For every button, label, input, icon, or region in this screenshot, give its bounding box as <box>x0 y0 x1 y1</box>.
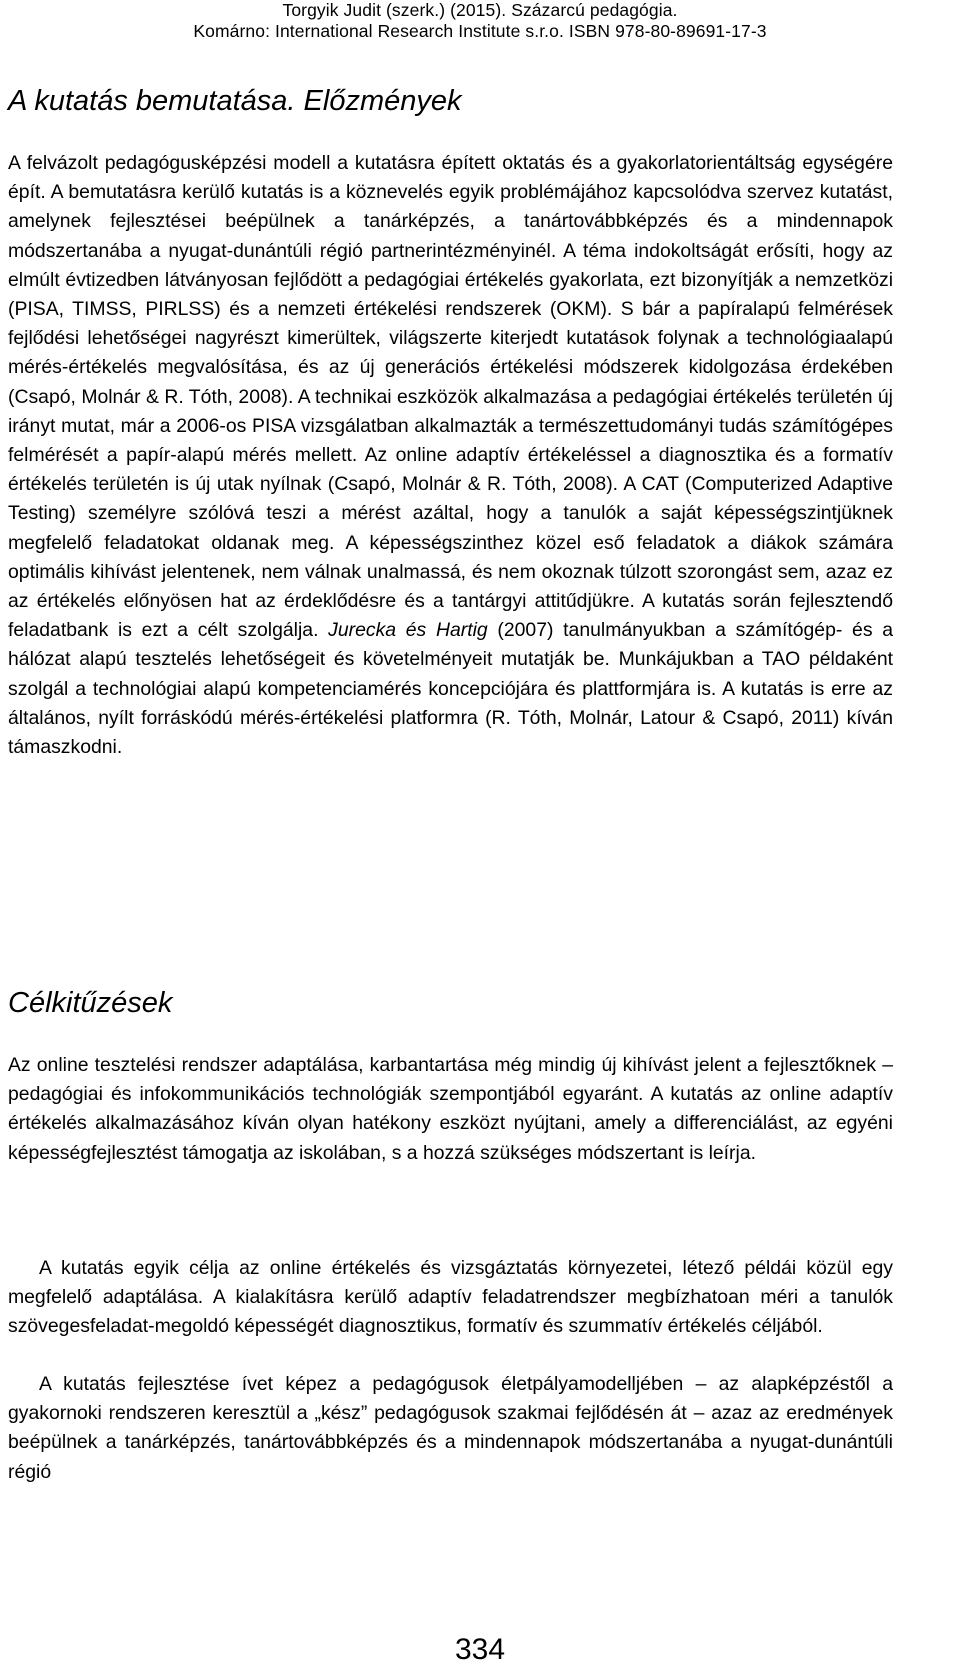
paragraph-celkituzesek-3: A kutatás fejlesztése ívet képez a pedagógusok életpályamodelljében – az alapképzéstől a gyakornoki rendszeren keresztül a „kész” pedagógusok szakmai fejlődésén át – azaz az eredmények beépülnek a tanárképzés, tanártovábbképzés és a mindennapok módszertanába a nyugat-dunántúli régió <box>8 1373 893 1483</box>
citation-line: Torgyik Judit (szerk.) (2015). Százarcú pedagógia. <box>282 0 678 20</box>
paragraph-text: (2007) tanulmányukban a számítógép- és a hálózat alapú tesztelés lehetőségeit és követelményeit mutatják be. Munkájukban a TAO példaként szolgál a technológiai alapú kompetenciamérés koncepciójára és plattformjára is. A kutatás is erre az általános, nyílt forráskódú mérés-értékelési platformra (R. Tóth, Molnár, Latour & Csapó, 2011) kíván támaszkodni. <box>8 619 894 759</box>
section-heading-bemutatasa: A kutatás bemutatása. Előzmények <box>8 85 462 117</box>
paragraph-celkituzesek-1: Az online tesztelési rendszer adaptálása, karbantartása még mindig új kihívást jelent a fejlesztőknek – pedagógiai és infokommunikációs technológiák szempontjából egyaránt. A kutatás az online adaptív értékelés alkalmazásához kíván olyan hatékony eszközt nyújtani, amely a differenciálást, az egyéni képességfejlesztést támogatja az iskolában, s a hozzá szükséges módszertant is leírja. <box>8 1054 893 1164</box>
author-citation: Jurecka és Hartig <box>328 619 488 642</box>
section-heading-celkituzesek: Célkitűzések <box>8 987 173 1019</box>
paragraph-celkituzesek-2: A kutatás egyik célja az online értékelés és vizsgáztatás környezetei, létező példái közül egy megfelelő adaptálása. A kialakításra kerülő adaptív feladatrendszer megbízhatoan méri a tanulók szövegesfeladat-megoldó képességét diagnosztikus, formatív és szummatív értékelés céljából. <box>8 1257 893 1338</box>
paragraph-elozmenyek <box>8 149 893 762</box>
page-number: 334 <box>454 1633 506 1666</box>
paragraph-text: A felvázolt pedagógusképzési modell a kutatásra épített oktatás és a gyakorlatorientáltság egységére épít. A bemutatásra kerülő kutatás is a köznevelés egyik problémájához kapcsolódva szervez kutatást, amelynek fejlesztései beépülnek a tanárképzés, a tanártovábbképzés és a mindennapok módszertanába a nyugat-dunántúli régió partnerintézményinél. A téma indokoltságát erősíti, hogy az elmúlt évtizedben látványosan fejlődött a pedagógiai értékelés gyakorlata, ezt bizonyítják a nemzetközi (PISA, TIMSS, PIRLSS) és a nemzeti értékelési rendszerek (OKM). S bár a papíralapú felmérések fejlődési lehetőségei nagyrészt kimerültek, világszerte kiterjedt kutatások folynak a technológiaalapú mérés-értékelés megvalósítása, és az új generációs értékelési módszerek kidolgozása érdekében (Csapó, Molnár & R. Tóth, 2008). A technikai eszközök alkalmazása a pedagógiai értékelés területén új irányt mutat, már a 2006-os PISA vizsgálatban alkalmazták a természettudományi tudás számítógépes felmérését a papír-alapú mérés mellett. Az online adaptív értékeléssel a diagnosztika és a formatív értékelés területén is új utak nyílnak (Csapó, Molnár & R. Tóth, 2008). A CAT (Computerized Adaptive Testing) személyre szólóvá teszi a mérést azáltal, hogy a tanulók a saját képességszintjüknek megfelelő feladatokat oldanak meg. A képességszinthez közel eső feladatok a diákok számára optimális kihívást jelentenek, nem válnak unalmassá, és nem okoznak túlzott szorongást sem, azaz ez az értékelés előnyösen hat az érdeklődésre és a tantárgyi attitűdjükre. A kutatás során fejlesztendő feladatbank is ezt a célt szolgálja. <box>8 152 893 642</box>
publisher-line: Komárno: International Research Institute s.r.o. ISBN 978-80-89691-17-3 <box>193 20 767 41</box>
running-header <box>0 0 960 41</box>
